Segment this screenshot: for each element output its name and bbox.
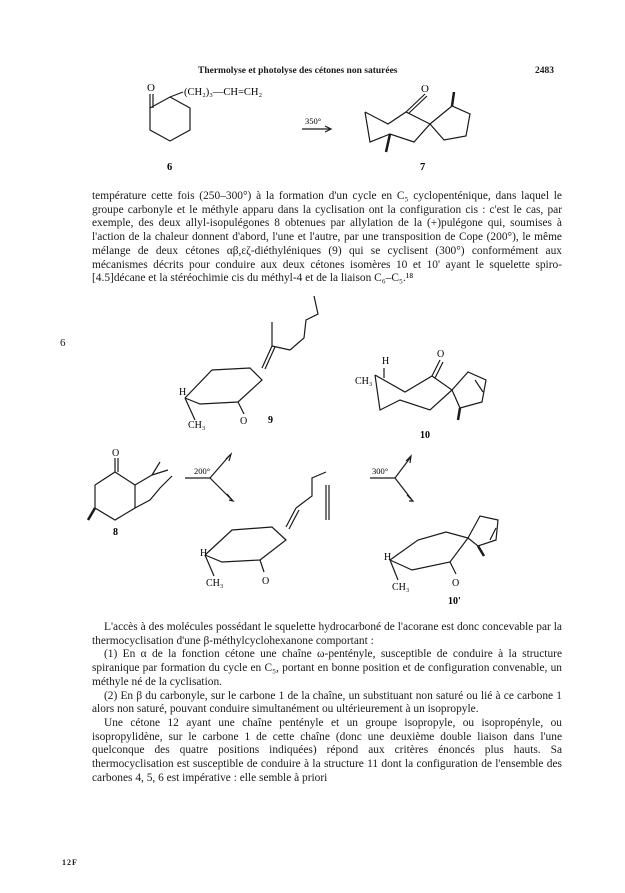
printer-signature: 12F <box>62 858 78 867</box>
ketone-oxygen: O <box>147 82 155 94</box>
oxygen-8: O <box>112 448 120 459</box>
methyl-10: CH₃ <box>355 376 373 387</box>
arrow-condition: 350° <box>305 116 322 126</box>
h-atom-9b: H <box>200 548 208 559</box>
h-atom-10: H <box>382 356 390 367</box>
ring-9b <box>205 527 286 562</box>
ketone-12-paragraph: Une cétone 12 ayant une chaîne penténylе et un groupe isopropyle, ou isopropényle, ou isopropylidène, sur le carbone 1 de cette chaîne (donc une deuxième double liaison dans l'une quelconque des quatre positions indiquées) répond aux critères énoncés plus hauts. Sa thermocyclisation est susceptible de conduire à la structure 11 dont la configuration de l'ensemble des carbones 4, 5, 6 est impérative : elle semble à priori <box>92 716 562 784</box>
condition-300: 300° <box>372 466 389 476</box>
compound-label-10p: 10' <box>448 596 461 607</box>
h-atom-10p: H <box>384 552 392 563</box>
methyl-9b: CH₃ <box>206 578 224 589</box>
compound-label-10: 10 <box>420 430 430 441</box>
methyl-9: CH₃ <box>188 420 206 431</box>
body-text <box>92 621 562 785</box>
condition-200: 200° <box>194 466 211 476</box>
methyl-10p: CH₃ <box>392 582 410 593</box>
intro-paragraph: L'accès à des molécules possédant le squelette hydrocarboné de l'acorane est donc concevable par la thermocyclisation d'une β-méthylcyclohexanone comportant : <box>92 621 562 647</box>
ring-8 <box>95 472 135 520</box>
running-title: Thermolyse et photolyse des cétones non saturées <box>198 66 398 76</box>
substituent-chain: (CH₂)₃—CH=CH₂ <box>184 87 263 98</box>
oxygen-9b: O <box>262 576 270 587</box>
page-number: 2483 <box>535 66 554 76</box>
oxygen-9: O <box>240 416 248 427</box>
paragraph-1: température cette fois (250–300°) à la formation d'un cycle en C₅ cyclopenténique, dans laquel le groupe carbonyle et le méthyle apparu dans la cyclisation ont la configuration cis : c'est le cas, par exemple, des deux allyl-isopulégones 8 obtenues par allylation de la (+)pulégone qui, soumises à l'action de la chaleur donnent d'abord, l'une et l'autre, par une transposition de Cope (200°), le même mélange de deux cétones αβ,εζ-diéthyléniques (9) qui se cyclisent (300°) conformément aux mécanismes décrits pour conduire aux deux cétones isomères 10 et 10' ayant le squelette spiro-[4.5]décane et la stéréochimie cis du méthyl-4 et de la liaison C₆–C₅.¹⁸ <box>92 190 562 285</box>
ring-9 <box>185 368 262 404</box>
ring-10p <box>390 532 468 570</box>
product-oxygen: O <box>421 83 429 95</box>
compound-label-7: 7 <box>420 162 426 173</box>
h-atom-9: H <box>179 387 187 398</box>
oxygen-10: O <box>437 349 445 360</box>
oxygen-10p: O <box>452 578 460 589</box>
compound-label-8: 8 <box>113 527 118 538</box>
compound-label-9: 9 <box>268 415 273 426</box>
criterion-1: (1) En α de la fonction cétone une chaîne ω-penténylе, susceptible de conduire à la structure spiranique par formation du cycle en C₅, portant en bonne position et de configuration convenable, un méthyle né de la cyclisation. <box>92 648 562 688</box>
ring-10 <box>375 375 452 410</box>
criterion-2: (2) En β du carbonyle, sur le carbone 1 de la chaîne, un substituant non saturé ou lié à ce carbone 1 alors non saturé, pouvant conduire simultanément ou ultérieurement à un isopropyle. <box>92 689 562 716</box>
margin-number: 6 <box>60 337 66 349</box>
compound-label-6: 6 <box>167 162 173 173</box>
